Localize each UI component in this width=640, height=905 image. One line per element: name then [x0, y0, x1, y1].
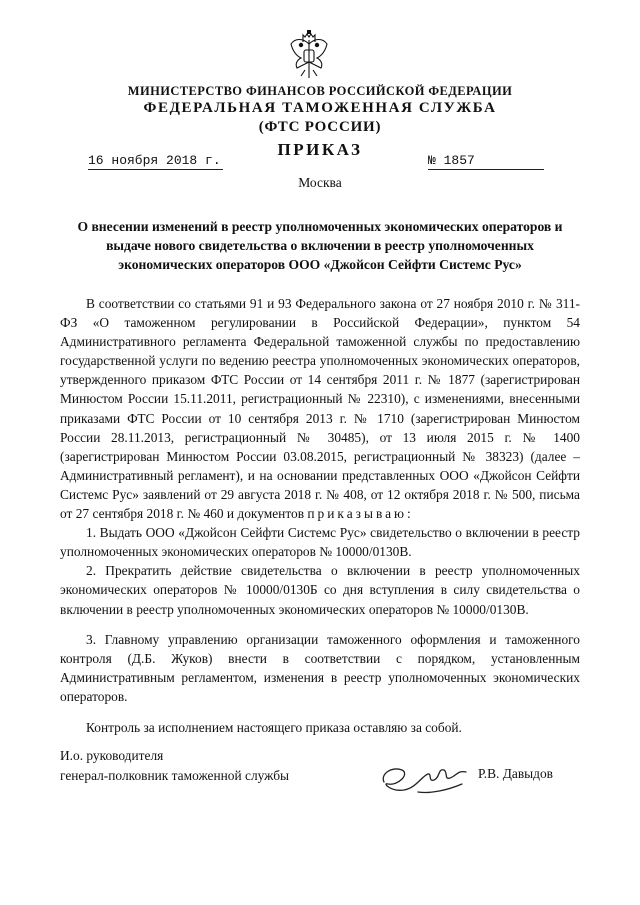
order-item-1: 1. Выдать ООО «Джойсон Сейфти Системс Рус» свидетельство о включении в реестр уполномоченных экономических операторов № 10000/0130В. [60, 525, 580, 560]
control-paragraph: Контроль за исполнением настоящего приказа оставляю за собой. [86, 719, 462, 735]
order-body [60, 294, 580, 737]
order-number: № 1857 [428, 153, 544, 170]
issue-city: Москва [298, 175, 342, 190]
order-item-3: 3. Главному управлению организации таможенного оформления и таможенного контроля (Д.Б. Жуков) внести в соответствии с порядком, установленным Административным регламентом, изменения в реестр уполномоченных экономических операторов. [60, 631, 580, 704]
preamble-paragraph [60, 294, 580, 523]
order-word: приказываю: [307, 506, 414, 522]
signatory-position-line1: И.о. руководителя [60, 748, 164, 763]
signatory-position [60, 746, 289, 786]
order-date: 16 ноября 2018 г. [88, 153, 221, 168]
service-abbreviation: (ФТС РОССИИ) [258, 119, 382, 135]
signatory-name: Р.В. Давыдов [478, 766, 553, 781]
coat-of-arms-emblem-icon [287, 30, 331, 80]
signatory-position-line2: генерал-полковник таможенной службы [60, 768, 290, 783]
handwritten-signature [378, 752, 478, 800]
order-item-2: 2. Прекратить действие свидетельства о включении в реестр уполномоченных экономических операторов № 10000/0130Б со дня вступления в силу свидетельства о включении в реестр уполномоченных экономических операторов № 10000/0130В. [60, 563, 580, 617]
service-name: ФЕДЕРАЛЬНАЯ ТАМОЖЕННАЯ СЛУЖБА [143, 100, 497, 116]
preamble-text: В соответствии со статьями 91 и 93 Федерального закона от 27 ноября 2010 г. № 311-ФЗ «О таможенном регулировании в Российской Федерации», пунктом 54 Административного регламента Федеральной таможенной службы по предоставлению государственной услуги по ведению реестра уполномоченных экономических операторов, утвержденного приказом ФТС России от 14 сентября 2011 г. № 1877 (зарегистрирован Минюстом России 15.11.2011, регистрационный № 22310), с изменениями, внесенными приказами ФТС России от 10 сентября 2013 г. № 1710 (зарегистрирован Минюстом России 28.11.2013, регистрационный № 30485), от 13 июля 2015 г. № 1400 (зарегистрирован Минюстом России 03.08.2015, регистрационный № 38323) (далее – Административный регламент), и на основании представленных ООО «Джойсон Сейфти Системс Рус» заявлений от 29 августа 2018 г. № 408, от 12 октября 2018 г. № 500, письма от 27 сентября 2018 г. № 460 и документов [60, 296, 580, 522]
ministry-name: МИНИСТЕРСТВО ФИНАНСОВ РОССИЙСКОЙ ФЕДЕРАЦИИ [127, 84, 513, 98]
order-subject: О внесении изменений в реестр уполномоченных экономических операторов и выдаче нового свидетельства о включении в реестр уполномоченных экономических операторов ООО «Джойсон Сейфти Системс Рус» [77, 219, 563, 272]
document-type: ПРИКАЗ [277, 140, 363, 159]
